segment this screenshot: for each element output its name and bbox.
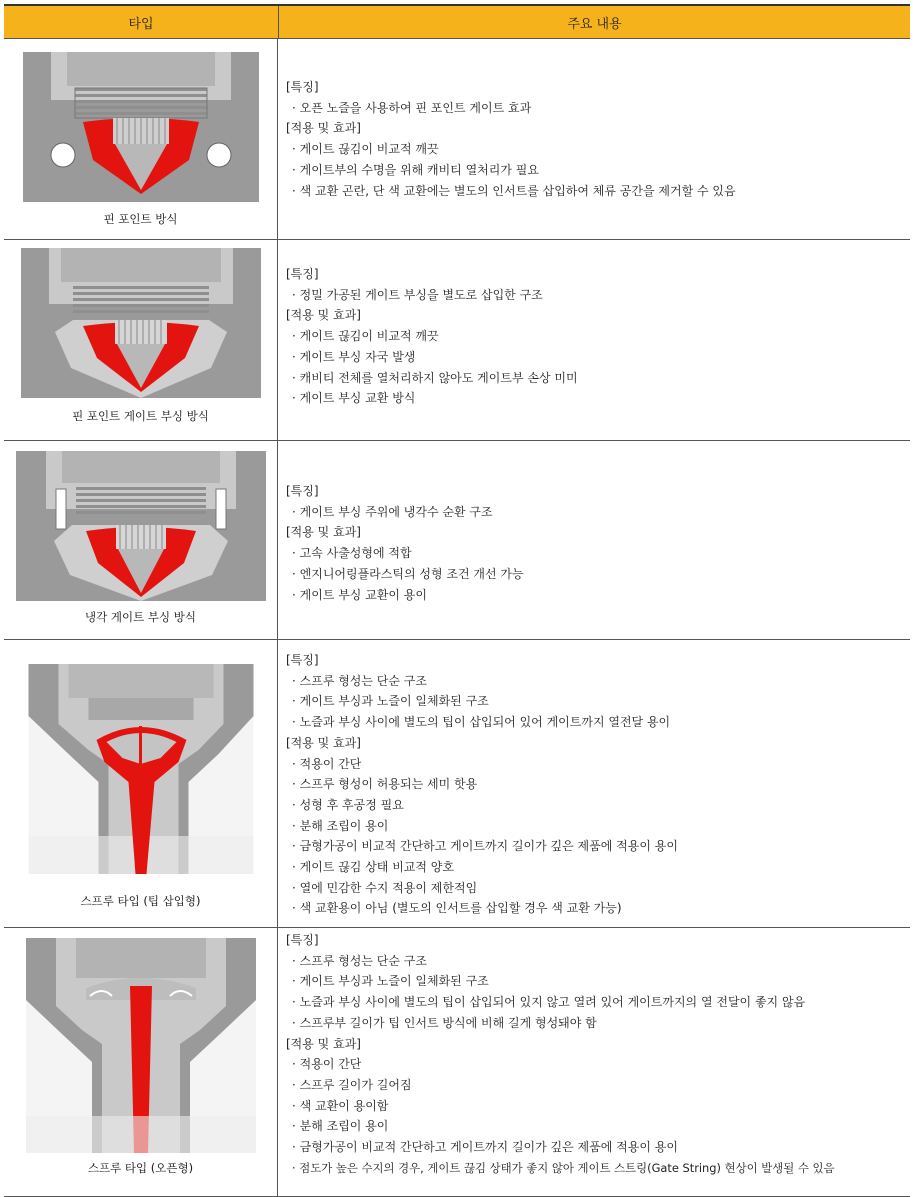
bullet-item: · 엔지니어링플라스틱의 성형 조건 개선 가능	[292, 566, 524, 581]
bullet-item: · 금형가공이 비교적 간단하고 게이트까지 길이가 깊은 제품에 적용이 용이	[292, 839, 678, 854]
header-type: 타입	[4, 6, 279, 38]
bullet-item: · 분해 조립이 용이	[292, 818, 389, 833]
type-caption: 냉각 게이트 부싱 방식	[85, 610, 196, 624]
bullet-item: · 게이트 부싱 자국 발생	[292, 349, 416, 364]
content-cell	[278, 39, 910, 239]
bullet-item: · 캐비티 전체를 열처리하지 않아도 게이트부 손상 미미	[292, 370, 578, 385]
bullet-item: · 게이트 부싱 교환이 용이	[292, 587, 427, 602]
pin-point-bushing-figure	[21, 248, 261, 398]
type-caption: 핀 포인트 게이트 부싱 방식	[72, 409, 209, 423]
bullet-item: · 스프루 형성이 허용되는 세미 핫용	[292, 777, 478, 792]
bullet-item: · 적용이 간단	[292, 1057, 362, 1072]
bullet-item: · 게이트 끊김이 비교적 깨끗	[292, 142, 439, 157]
bullet-item: · 스프루 형성는 단순 구조	[292, 673, 427, 688]
bullet-item: · 스프루 길이가 길어짐	[292, 1077, 412, 1092]
bullet-item: · 게이트 끊김 상태 비교적 양호	[292, 860, 454, 875]
bullet-item: · 열에 민감한 수지 적용이 제한적임	[292, 880, 478, 895]
gate-type-table	[4, 4, 910, 1197]
type-caption: 핀 포인트 방식	[103, 212, 178, 226]
type-caption: 스프루 타입 (오픈형)	[87, 1161, 194, 1175]
type-cell	[4, 240, 278, 440]
section-heading: [적용 및 효과]	[286, 735, 361, 750]
section-heading: [적용 및 효과]	[286, 525, 361, 540]
section-heading: [적용 및 효과]	[286, 1036, 361, 1051]
type-caption: 스프루 타입 (팁 삽입형)	[80, 894, 201, 908]
content-cell	[278, 441, 910, 639]
section-heading: [특징]	[286, 653, 319, 667]
section-heading: [특징]	[286, 267, 319, 281]
type-cell	[4, 640, 278, 927]
type-cell	[4, 928, 278, 1196]
bullet-item: · 성형 후 후공정 필요	[292, 797, 404, 812]
sprue-tip-figure	[28, 664, 253, 874]
sprue-open-figure	[26, 938, 256, 1153]
bullet-item: · 점도가 높은 수지의 경우, 게이트 끊김 상태가 좋지 않아 게이트 스트링(Gate String) 현상이 발생될 수 있음	[292, 1160, 835, 1175]
bullet-item: · 게이트 부싱과 노즐이 일체화된 구조	[292, 694, 489, 709]
table-header	[4, 6, 910, 39]
bullet-item: · 적용이 간단	[292, 756, 362, 771]
section-heading: [적용 및 효과]	[286, 308, 361, 323]
table-row	[4, 39, 910, 240]
table-row	[4, 928, 910, 1197]
bullet-item: · 게이트 부싱 주위에 냉각수 순환 구조	[292, 504, 493, 519]
content-cell	[278, 240, 910, 440]
pin-point-figure	[23, 52, 259, 202]
type-cell	[4, 441, 278, 639]
content-cell	[278, 640, 910, 927]
table-row	[4, 240, 910, 441]
bullet-item: · 색 교환 곤란, 단 색 교환에는 별도의 인서트를 삽입하여 체류 공간을 제거할 수 있음	[292, 183, 736, 198]
bullet-item: · 분해 조립이 용이	[292, 1119, 389, 1134]
type-cell	[4, 39, 278, 239]
bullet-item: · 노즐과 부싱 사이에 별도의 팁이 삽입되어 있어 게이트까지 열전달 용이	[292, 715, 671, 730]
cooling-bushing-figure	[16, 451, 266, 601]
bullet-item: · 색 교환이 용이함	[292, 1098, 389, 1113]
table-row	[4, 441, 910, 640]
content-cell	[278, 928, 910, 1196]
section-heading: [특징]	[286, 484, 319, 498]
bullet-item: · 정밀 가공된 게이트 부싱을 별도로 삽입한 구조	[292, 287, 543, 302]
bullet-item: · 게이트부의 수명을 위해 캐비티 열처리가 필요	[292, 162, 539, 177]
bullet-item: · 오픈 노즐을 사용하여 핀 포인트 게이트 효과	[292, 100, 532, 115]
section-heading: [적용 및 효과]	[286, 121, 361, 136]
bullet-item: · 게이트 끊김이 비교적 깨끗	[292, 329, 439, 344]
bullet-item: · 노즐과 부싱 사이에 별도의 팁이 삽입되어 있지 않고 열려 있어 게이트까지의 열 전달이 좋지 않음	[292, 995, 806, 1010]
bullet-item: · 스프루부 길이가 팁 인서트 방식에 비해 길게 형성돼야 함	[292, 1015, 597, 1030]
bullet-item: · 고속 사출성형에 적합	[292, 546, 412, 561]
bullet-item: · 색 교환용이 아님 (별도의 인서트를 삽입할 경우 색 교환 가능)	[292, 901, 622, 916]
bullet-item: · 스프루 형성는 단순 구조	[292, 953, 427, 968]
section-heading: [특징]	[286, 933, 319, 947]
table-row	[4, 640, 910, 928]
bullet-item: · 금형가공이 비교적 간단하고 게이트까지 길이가 깊은 제품에 적용이 용이	[292, 1140, 678, 1155]
section-heading: [특징]	[286, 80, 319, 94]
header-content: 주요 내용	[567, 16, 622, 32]
bullet-item: · 게이트 부싱과 노즐이 일체화된 구조	[292, 974, 489, 989]
bullet-item: · 게이트 부싱 교환 방식	[292, 391, 416, 406]
